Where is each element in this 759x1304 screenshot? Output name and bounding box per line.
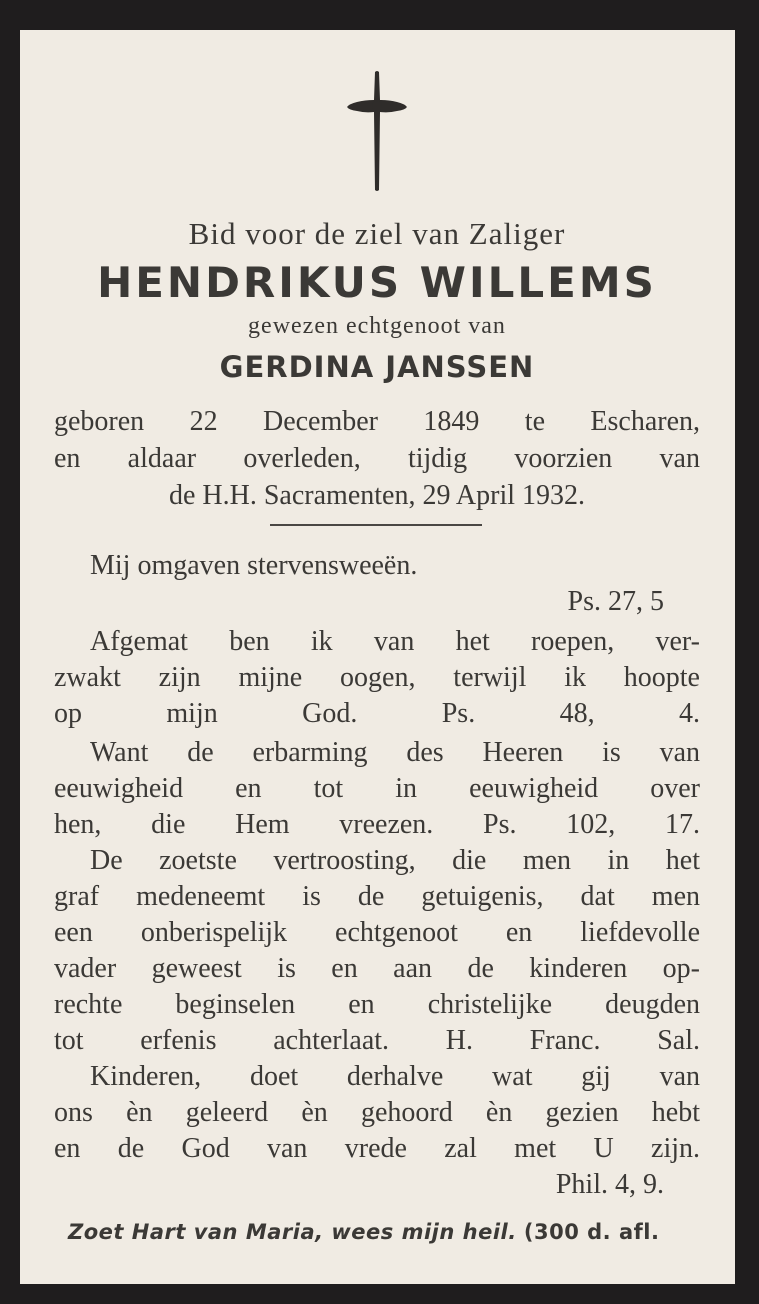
text-line: tot erfenis achterlaat. H. Franc. Sal.: [54, 1025, 700, 1056]
cross-icon: [345, 70, 409, 192]
motto-line: [68, 1220, 678, 1244]
text-line: een onberispelijk echtgenoot en liefdevolle: [54, 917, 700, 948]
text-line: Kinderen, doet derhalve wat gij van: [90, 1061, 700, 1092]
text-line: graf medeneemt is de getuigenis, dat men: [54, 881, 700, 912]
text-line: Phil. 4, 9.: [555, 1169, 664, 1200]
bio-line: en aldaar overleden, tijdig voorzien van: [54, 443, 700, 474]
text-line: Afgemat ben ik van het roepen, ver-: [90, 626, 700, 657]
text-line: eeuwigheid en tot in eeuwigheid over: [54, 773, 700, 804]
text-line: en de God van vrede zal met U zijn.: [54, 1133, 700, 1164]
text-line: hen, die Hem vreezen. Ps. 102, 17.: [54, 809, 700, 840]
text-line: Want de erbarming des Heeren is van: [90, 737, 700, 768]
text-line: ons èn geleerd èn gehoord èn gezien hebt: [54, 1097, 700, 1128]
bio-line: de H.H. Sacramenten, 29 April 1932.: [168, 480, 586, 511]
deceased-name: HENDRIKUS WILLEMS: [97, 258, 657, 307]
indulgence-text: (300 d. afl.: [523, 1220, 660, 1244]
text-line: rechte beginselen en christelijke deugden: [54, 989, 700, 1020]
text-line: op mijn God. Ps. 48, 4.: [54, 698, 700, 729]
bio-line: geboren 22 December 1849 te Escharen,: [54, 406, 700, 437]
spouse-name: GERDINA JANSSEN: [219, 350, 535, 384]
text-line: De zoetste vertroosting, die men in het: [90, 845, 700, 876]
card-paper: [20, 30, 735, 1284]
text-line: Mij omgaven stervensweeën.: [90, 550, 418, 581]
text-line: zwakt zijn mijne oogen, terwijl ik hoopte: [54, 662, 700, 693]
text-line: vader geweest is en aan de kinderen op-: [54, 953, 700, 984]
motto-text: Zoet Hart van Maria, wees mijn heil.: [68, 1220, 517, 1244]
spouse-intro: gewezen echtgenoot van: [248, 313, 506, 339]
divider: [270, 524, 482, 526]
text-line: Ps. 27, 5: [567, 586, 664, 617]
intro-line: Bid voor de ziel van Zaliger: [188, 216, 566, 251]
